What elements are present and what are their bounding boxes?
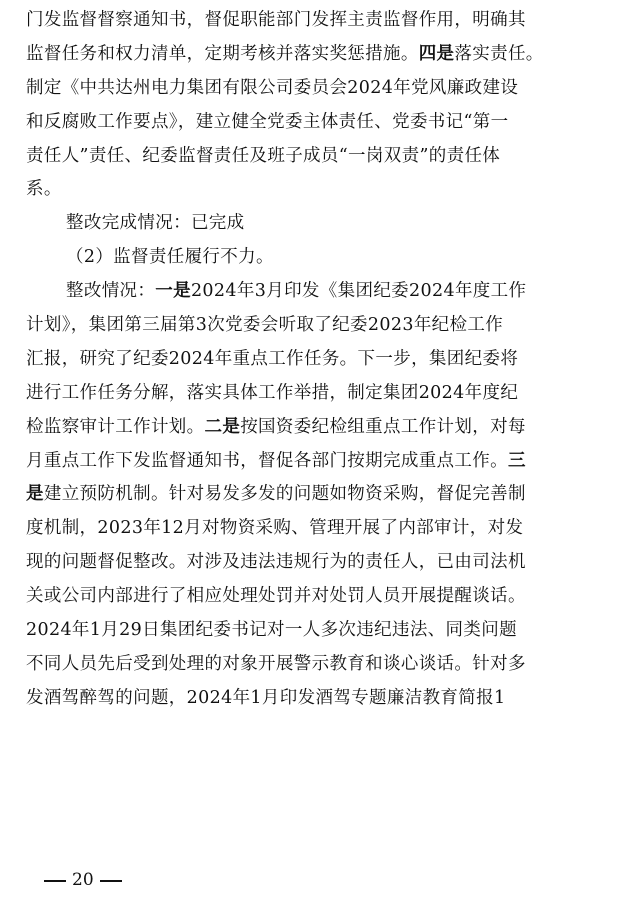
text-line [26,4,622,38]
text-run: （2）监督责任履行不力。 [66,247,274,268]
text-line [26,682,622,716]
text-line [26,343,622,377]
text-run: 检监察审计工作计划。 [26,416,205,437]
text-run: 月重点工作下发监督通知书，督促各部门按期完成重点工作。 [26,450,508,471]
bold-run: 二是 [204,416,241,437]
text-run: 建立预防机制。针对易发多发的问题如物资采购，督促完善制 [43,484,526,505]
text-run: 整改情况： [66,281,156,302]
text-run: 汇报，研究了纪委2024年重点工作任务。下一步，集团纪委将 [26,348,519,369]
footer-dash-left [44,880,66,882]
text-line [26,38,622,72]
text-run: 不同人员先后受到处理的对象开展警示教育和谈心谈话。针对多 [26,653,526,674]
text-line [26,309,622,343]
text-run: 责任人”责任、纪委监督责任及班子成员“一岗双责”的责任体 [26,145,501,166]
footer-dash-right [100,880,122,882]
text-line [26,275,622,309]
text-run: 关或公司内部进行了相应处理处罚并对处罚人员开展提醒谈话。 [26,586,526,607]
text-run: 2024年1月29日集团纪委书记对一人多次违纪违法、同类问题 [26,620,517,641]
text-line [26,546,622,580]
text-run: 落实责任。 [454,43,544,64]
text-line [26,478,622,512]
bold-run: 是 [26,484,44,505]
text-line [26,580,622,614]
text-line [26,648,622,682]
page-footer [44,868,122,892]
text-line [26,106,622,140]
text-run: 整改完成情况：已完成 [66,213,245,234]
text-run: 和反腐败工作要点》，建立健全党委主体责任、党委书记“第一 [26,111,509,132]
bold-run: 一是 [155,281,191,302]
text-run: 门发监督督察通知书，督促职能部门发挥主责监督作用，明确其 [26,10,526,30]
text-run: 2024年3月印发《集团纪委2024年度工作 [190,281,527,302]
document-body [26,4,622,716]
bold-run: 四是 [418,43,455,64]
text-run: 进行工作任务分解，落实具体工作举措，制定集团2024年度纪 [26,382,519,403]
text-run: 发酒驾醉驾的问题，2024年1月印发酒驾专题廉洁教育简报1 [26,687,506,708]
text-line [26,445,622,479]
text-run: 系。 [26,179,62,200]
bold-run: 三 [507,450,526,471]
text-line [26,173,622,207]
text-line [26,614,622,648]
text-line [26,72,622,106]
page-number: 20 [72,870,94,890]
text-line [26,512,622,546]
text-run: 计划》，集团第三届第3次党委会听取了纪委2023年纪检工作 [26,315,504,336]
text-line [26,411,622,445]
section-heading [26,241,622,275]
text-run: 按国资委纪检组重点工作计划，对每 [240,416,526,437]
text-line [26,377,622,411]
text-run: 监督任务和权力清单，定期考核并落实奖惩措施。 [26,43,419,64]
text-run: 制定《中共达州电力集团有限公司委员会2024年党风廉政建设 [26,77,519,98]
text-run: 度机制，2023年12月对物资采购、管理开展了内部审计，对发 [26,518,524,539]
text-line [26,140,622,174]
text-run: 现的问题督促整改。对涉及违法违规行为的责任人，已由司法机 [26,552,526,573]
completion-status-line [26,207,622,241]
